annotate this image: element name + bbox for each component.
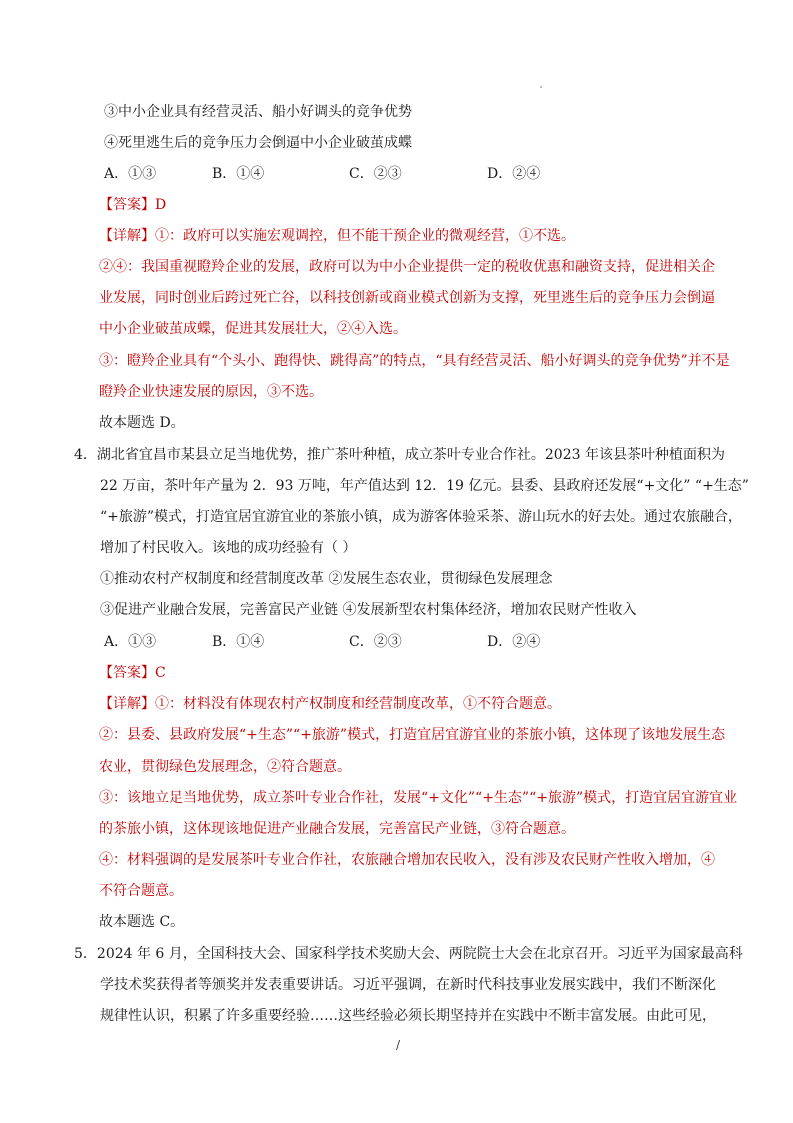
q3-option-b: B．①④	[212, 166, 265, 182]
q3-detail-line-5: ③：瞪羚企业具有“个头小、跑得快、跳得高”的特点，“具有经营灵活、船小好调头的竞争优势”并不是	[99, 353, 730, 369]
answer-value: C	[155, 665, 166, 681]
q3-option-c: C．②③	[349, 166, 402, 182]
q4-option-c: C．②③	[349, 634, 402, 650]
q5-stem-line-2: 学技术奖获得者等颁奖并发表重要讲话。习近平强调，在新时代科技事业发展实践中，我们不断深化	[100, 977, 716, 993]
q3-statement-3: ③中小企业具有经营灵活、船小好调头的竞争优势	[104, 104, 412, 120]
q3-detail-line-4: 中小企业破茧成蝶，促进其发展壮大，②④入选。	[99, 321, 407, 337]
detail-text: ①：政府可以实施宏观调控，但不能干预企业的微观经营，①不选。	[155, 228, 575, 244]
q3-answer	[99, 195, 166, 215]
page-number: /	[396, 1038, 401, 1052]
q5-stem-line-3: 规律性认识，积累了许多重要经验……这些经验必须长期坚持并在实践中不断丰富发展。由此可见，	[100, 1008, 716, 1024]
q4-statements-line-1: ①推动农村产权制度和经营制度改革 ②发展生态农业，贯彻绿色发展理念	[100, 571, 553, 587]
q4-stem-line-1: 4．湖北省宜昌市某县立足当地优势，推广茶叶种植，成立茶叶专业合作社。2023 年该县茶叶种植面积为	[74, 447, 725, 463]
q3-option-a: A．①③	[104, 166, 157, 182]
q4-statements-line-2: ③促进产业融合发展，完善富民产业链 ④发展新型农村集体经济，增加农民财产性收入	[100, 602, 637, 618]
detail-label: 【详解】	[99, 228, 155, 244]
q4-conclusion: 故本题选 C。	[99, 914, 185, 930]
detail-label: 【详解】	[99, 696, 155, 712]
q4-detail-line-4: ③：该地立足当地优势，成立茶叶专业合作社，发展“+文化”“+生态”“+旅游”模式，打造宜居宜游宜业	[99, 790, 738, 806]
q4-stem-line-3: “+旅游”模式，打造宜居宜游宜业的茶旅小镇，成为游客体验采茶、游山玩水的好去处。通过农旅融合，	[100, 509, 743, 525]
q3-detail-line-2: ②④：我国重视瞪羚企业的发展，政府可以为中小企业提供一定的税收优惠和融资支持，促进相关企	[99, 259, 715, 275]
q4-detail-line-1	[99, 694, 561, 714]
q5-stem-line-1: 5．2024 年 6 月，全国科技大会、国家科学技术奖励大会、两院院士大会在北京召开。习近平为国家最高科	[74, 946, 743, 962]
answer-label: 【答案】	[99, 197, 155, 213]
q4-stem-line-4: 增加了村民收入。该地的成功经验有（ ）	[100, 540, 357, 556]
q4-detail-line-6: ④：材料强调的是发展茶叶专业合作社，农旅融合增加农民收入，没有涉及农民财产性收入增加，④	[99, 852, 715, 868]
q4-option-a: A．①③	[104, 634, 157, 650]
q3-detail-line-6: 瞪羚企业快速发展的原因，③不选。	[99, 384, 323, 400]
q3-detail-line-3: 业发展，同时创业后跨过死亡谷，以科技创新或商业模式创新为支撑，死里逃生后的竞争压力会倒逼	[99, 290, 715, 306]
q4-option-b: B．①④	[212, 634, 265, 650]
q4-stem-line-2: 22 万亩，茶叶年产量为 2．93 万吨，年产值达到 12．19 亿元。县委、县政府还发展“+文化” “+生态”	[100, 478, 749, 494]
q3-statement-4: ④死里逃生后的竞争压力会倒逼中小企业破茧成蝶	[104, 135, 412, 151]
q3-detail-line-1	[99, 226, 575, 246]
q3-option-d: D．②④	[487, 166, 541, 182]
q4-answer	[99, 663, 166, 683]
q3-conclusion: 故本题选 D。	[99, 415, 185, 431]
q4-option-d: D．②④	[487, 634, 541, 650]
q4-detail-line-7: 不符合题意。	[99, 883, 183, 899]
detail-text: ①：材料没有体现农村产权制度和经营制度改革，①不符合题意。	[155, 696, 561, 712]
q4-detail-line-5: 的茶旅小镇，这体现该地促进产业融合发展，完善富民产业链，③符合题意。	[99, 821, 575, 837]
q4-detail-line-2: ②：县委、县政府发展“+生态”“+旅游”模式，打造宜居宜游宜业的茶旅小镇，这体现了该地发展生态	[99, 727, 726, 743]
answer-value: D	[155, 197, 167, 213]
answer-label: 【答案】	[99, 665, 155, 681]
scan-dot	[540, 86, 542, 88]
q4-detail-line-3: 农业，贯彻绿色发展理念，②符合题意。	[99, 759, 351, 775]
